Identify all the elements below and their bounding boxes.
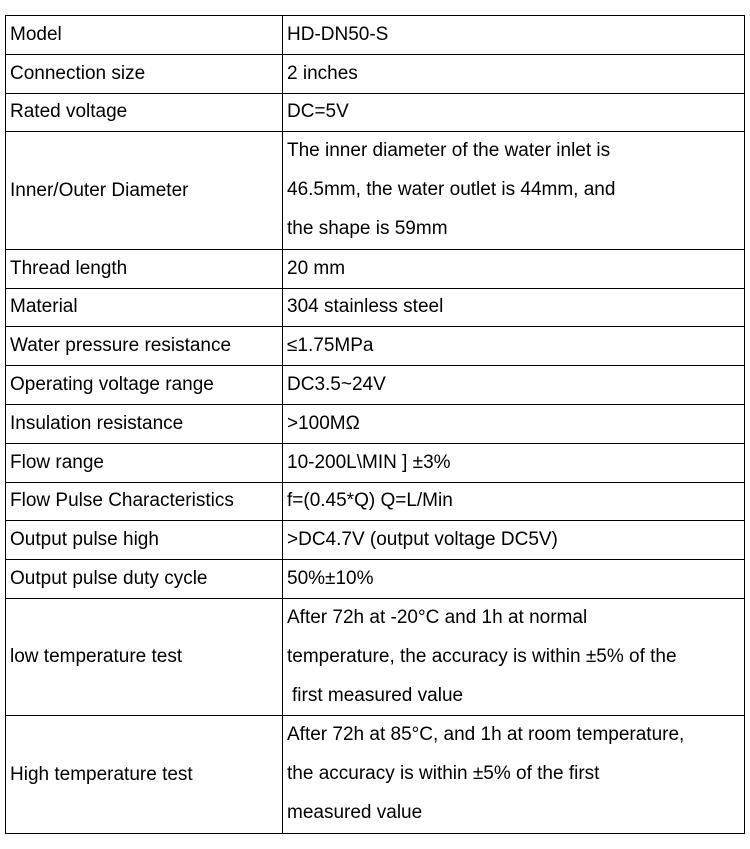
spec-value: 50%±10%	[283, 560, 745, 599]
spec-label: low temperature test	[6, 598, 283, 715]
spec-label: Operating voltage range	[6, 366, 283, 405]
spec-value-line: first measured value	[292, 684, 464, 706]
table-row	[6, 560, 745, 599]
spec-value: >DC4.7V (output voltage DC5V)	[283, 521, 745, 560]
table-row	[6, 54, 745, 93]
spec-value: 2 inches	[283, 54, 745, 93]
spec-value: 10-200L\MIN ] ±3%	[283, 443, 745, 482]
spec-value	[283, 598, 745, 715]
spec-label: Output pulse high	[6, 521, 283, 560]
spec-value-line: After 72h at -20°C and 1h at normal	[287, 606, 588, 628]
spec-value-line: 46.5mm, the water outlet is 44mm, and	[287, 179, 616, 201]
table-row	[6, 482, 745, 521]
spec-label: Connection size	[6, 54, 283, 93]
spec-value-line: the accuracy is within ±5% of the first	[287, 763, 600, 785]
spec-value-line: the shape is 59mm	[287, 217, 448, 239]
table-row	[6, 443, 745, 482]
spec-value-line: The inner diameter of the water inlet is	[287, 140, 611, 162]
spec-value: DC3.5~24V	[283, 366, 745, 405]
spec-value-line: measured value	[287, 801, 423, 823]
spec-value: 304 stainless steel	[283, 288, 745, 327]
table-row	[6, 132, 745, 249]
spec-label: High temperature test	[6, 716, 283, 833]
table-row	[6, 249, 745, 288]
spec-table	[5, 15, 745, 834]
table-row	[6, 521, 745, 560]
spec-label: Insulation resistance	[6, 404, 283, 443]
spec-value: >100MΩ	[283, 404, 745, 443]
spec-label: Model	[6, 16, 283, 55]
spec-value: DC=5V	[283, 93, 745, 132]
spec-value: HD-DN50-S	[283, 16, 745, 55]
table-row	[6, 288, 745, 327]
spec-label: Thread length	[6, 249, 283, 288]
spec-label: Output pulse duty cycle	[6, 560, 283, 599]
table-row	[6, 404, 745, 443]
table-row	[6, 716, 745, 833]
spec-label: Flow range	[6, 443, 283, 482]
table-row	[6, 93, 745, 132]
spec-value: f=(0.45*Q) Q=L/Min	[283, 482, 745, 521]
table-row	[6, 327, 745, 366]
table-row	[6, 16, 745, 55]
spec-value: 20 mm	[283, 249, 745, 288]
spec-value-line: After 72h at 85°C, and 1h at room temperature,	[287, 724, 685, 746]
spec-value-line: temperature, the accuracy is within ±5% of the	[287, 645, 677, 667]
spec-label: Flow Pulse Characteristics	[6, 482, 283, 521]
spec-label: Inner/Outer Diameter	[6, 132, 283, 249]
spec-value: ≤1.75MPa	[283, 327, 745, 366]
spec-value	[283, 716, 745, 833]
spec-label: Material	[6, 288, 283, 327]
table-row	[6, 598, 745, 715]
spec-label: Water pressure resistance	[6, 327, 283, 366]
spec-value	[283, 132, 745, 249]
table-row	[6, 366, 745, 405]
spec-label: Rated voltage	[6, 93, 283, 132]
